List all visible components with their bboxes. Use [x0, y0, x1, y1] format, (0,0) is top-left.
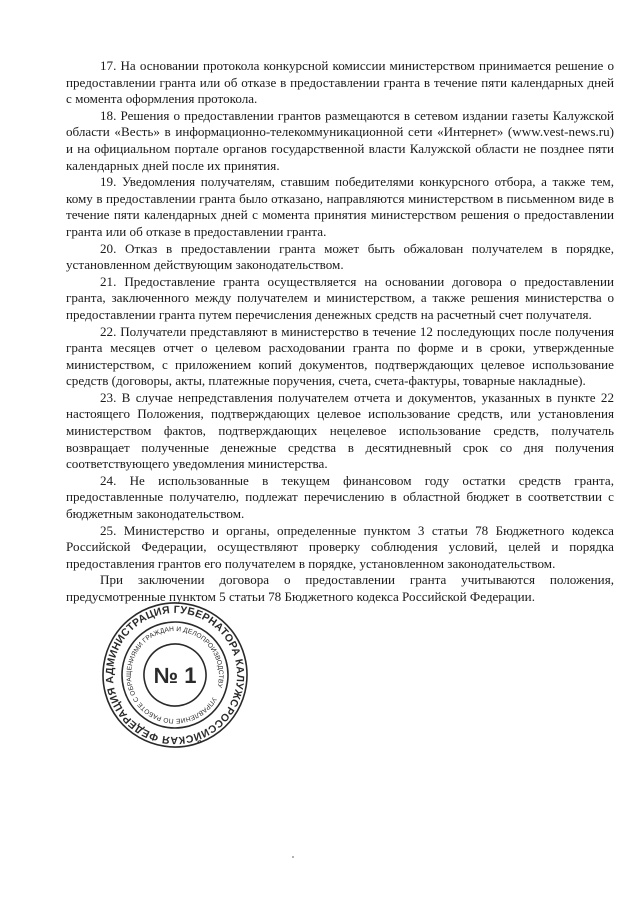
paragraph-17: 17. На основании протокола конкурсной комиссии министерством принимается решение о предоставлении гранта или об отказе в предоставлении гранта в течение пяти календарных дней с момента оформления протокола.	[66, 58, 614, 107]
paragraph-final: При заключении договора о предоставлении гранта учитываются положения, предусмотренные пунктом 5 статьи 78 Бюджетного кодекса Российской Федерации.	[66, 572, 614, 604]
stamp-outer-text: РОССИЙСКАЯ ФЕДЕРАЦИЯ АДМИНИСТРАЦИЯ ГУБЕРНАТОРА КАЛУЖСКОЙ	[103, 603, 247, 747]
stamp-number: № 1	[153, 663, 197, 688]
official-stamp	[100, 600, 250, 750]
paragraph-20: 20. Отказ в предоставлении гранта может быть обжалован получателем в порядке, установленном действующим законодательством.	[66, 240, 614, 273]
document-body	[66, 58, 614, 606]
paragraph-24: 24. Не использованные в текущем финансовом году остатки средств гранта, предоставленные получателю, подлежат перечислению в областной бюджет в соответствии с бюджетным законодательством.	[66, 472, 614, 522]
stamp-inner-text: УПРАВЛЕНИЕ ПО РАБОТЕ С ОБРАЩЕНИЯМИ ГРАЖДАН И ДЕЛОПРОИЗВОДСТВУ	[125, 625, 225, 725]
paragraph-19: 19. Уведомления получателям, ставшим победителями конкурсного отбора, а также тем, кому в предоставлении гранта было отказано, направляются министерством в письменном виде в течение пяти календарных дней с момента принятия министерством решения о предоставлении гранта или об отказе в предоставлении гранта.	[66, 174, 614, 239]
paragraph-22: 22. Получатели представляют в министерство в течение 12 последующих после получения гранта месяцев отчет о целевом расходовании гранта по форме и в сроки, утвержденные министерством, с приложением копий документов, подтверждающих целевое использование средств (договоры, акты, платежные поручения, счета, счета-фактуры, товарные накладные).	[66, 323, 614, 389]
paragraph-18: 18. Решения о предоставлении грантов размещаются в сетевом издании газеты Калужской области «Весть» в информационно-телекоммуникационной сети «Интернет» (www.vest-news.ru) и на официальном портале органов государственной власти Калужской области не позднее пяти календарных дней после их принятия.	[66, 107, 614, 173]
paragraph-23: 23. В случае непредставления получателем отчета и документов, указанных в пункте 22 настоящего Положения, подтверждающих целевое использование средств, или установления министерством фактов, подтверждающих нецелевое использование средств, получатель возвращает полученные денежные средства в десятидневный срок со дня получения соответствующего уведомления министерства.	[66, 389, 614, 472]
scan-speck	[292, 856, 294, 858]
paragraph-25: 25. Министерство и органы, определенные пунктом 3 статьи 78 Бюджетного кодекса Российской Федерации, осуществляют проверку соблюдения условий, целей и порядка предоставления грантов его получателем в порядке, установленном законодательством.	[66, 522, 614, 571]
paragraph-21: 21. Предоставление гранта осуществляется на основании договора о предоставлении гранта, заключенного между получателем и министерством, а также решения министерства о предоставлении гранта путем перечисления денежных средств на расчетный счет получателя.	[66, 273, 614, 322]
